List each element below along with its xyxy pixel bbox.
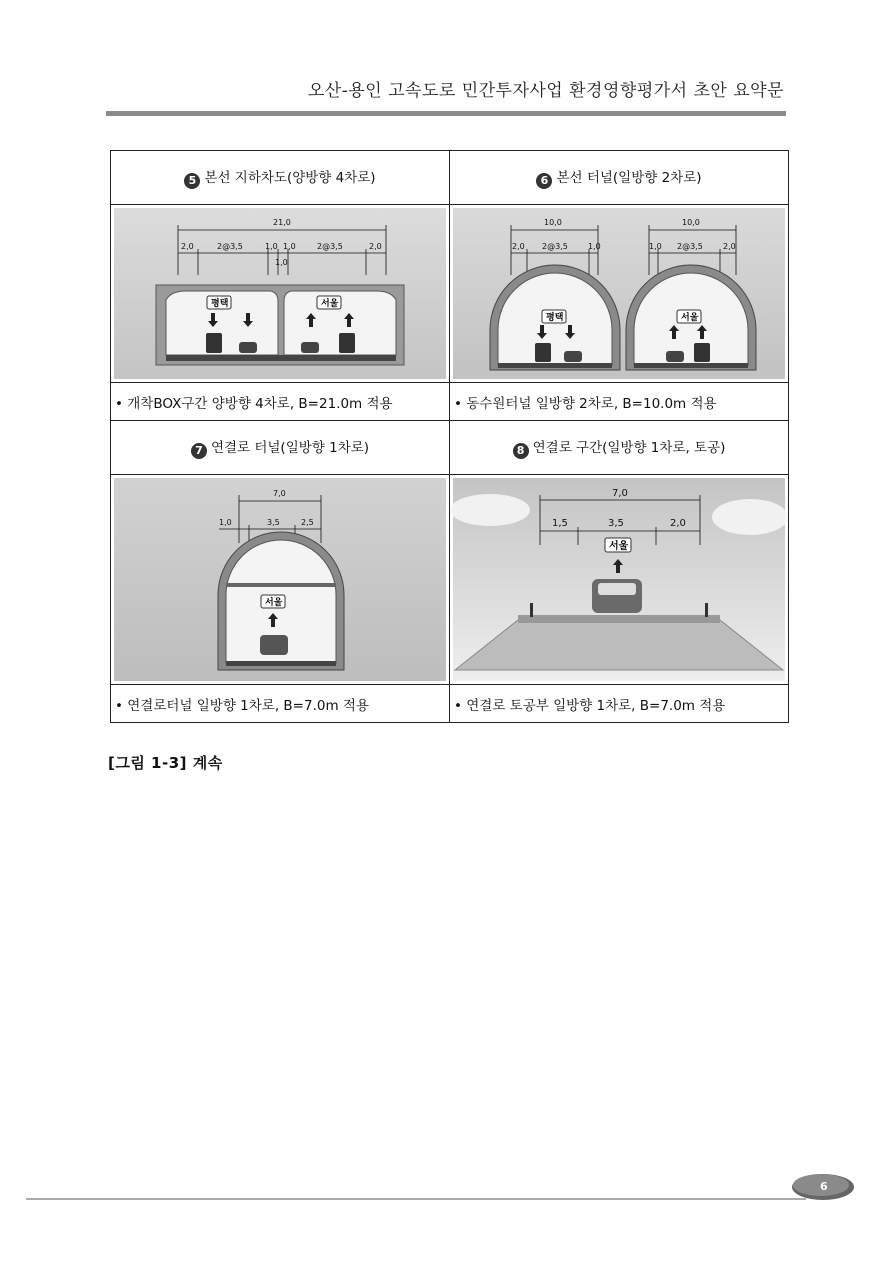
figure-6-title: 본선 터널(일방향 2차로) — [556, 170, 702, 186]
figure-table — [110, 150, 789, 723]
dim-right-total: 10,0 — [682, 218, 700, 227]
dim-a: 1,0 — [219, 518, 232, 527]
dim-b: 3,5 — [608, 518, 624, 529]
dim-b: 3,5 — [267, 518, 280, 527]
dim-a: 1,5 — [552, 518, 568, 529]
main-line-tunnel-diagram — [450, 205, 788, 382]
figure-5-title: 본선 지하차도(양방향 4차로) — [204, 170, 376, 186]
dim-left-total: 10,0 — [544, 218, 562, 227]
dim-l2: 2@3,5 — [542, 242, 568, 251]
sign-seoul: 서울 — [265, 598, 283, 608]
figure-6-note: • 동수원터널 일방향 2차로, B=10.0m 적용 — [450, 383, 789, 421]
figure-5-image-cell — [111, 205, 450, 383]
dim-f: 2,0 — [369, 242, 382, 251]
dim-g: 1,0 — [275, 258, 288, 267]
figure-7-title: 연결로 터널(일방향 1차로) — [210, 440, 370, 456]
dim-c: 1,0 — [265, 242, 278, 251]
dim-total: 7,0 — [273, 489, 286, 498]
dim-total: 21,0 — [273, 218, 291, 227]
figure-caption: [그림 1-3] 계속 — [108, 754, 223, 772]
page-number: 6 — [820, 1180, 828, 1193]
dim-c: 2,0 — [670, 518, 686, 529]
sign-seoul: 서울 — [681, 313, 699, 323]
ramp-earthwork-diagram — [450, 475, 788, 684]
figure-8-number-badge: 8 — [513, 443, 529, 459]
document-header-title: 오산-용인 고속도로 민간투자사업 환경영향평가서 초안 요약문 — [307, 81, 784, 101]
figure-7-title-cell — [111, 421, 450, 475]
figure-5-title-cell — [111, 151, 450, 205]
dim-d: 1,0 — [283, 242, 296, 251]
figure-5-number-badge: 5 — [184, 173, 200, 189]
figure-6-image-cell — [450, 205, 789, 383]
figure-5-note: • 개착BOX구간 양방향 4차로, B=21.0m 적용 — [111, 383, 450, 421]
sign-seoul: 서울 — [609, 541, 629, 552]
figure-8-image-cell — [450, 475, 789, 685]
figure-8-title: 연결로 구간(일방향 1차로, 토공) — [532, 440, 726, 456]
figure-8-title-cell — [450, 421, 789, 475]
sign-seoul: 서울 — [321, 299, 339, 309]
figure-6-number-badge: 6 — [536, 173, 552, 189]
dim-a: 2,0 — [181, 242, 194, 251]
dim-l1: 2,0 — [512, 242, 525, 251]
dim-r2: 2@3,5 — [677, 242, 703, 251]
page-number-badge — [790, 1172, 856, 1202]
underpass-box-section-diagram — [111, 205, 449, 382]
sign-pyeongtaek: 평택 — [546, 313, 564, 323]
sign-pyeongtaek: 평택 — [211, 299, 229, 309]
figure-8-note: • 연결로 토공부 일방향 1차로, B=7.0m 적용 — [450, 685, 789, 723]
dim-l3: 1,0 — [588, 242, 601, 251]
figure-7-image-cell — [111, 475, 450, 685]
dim-r3: 2,0 — [723, 242, 736, 251]
footer-rule — [26, 1198, 806, 1200]
dim-e: 2@3,5 — [317, 242, 343, 251]
ramp-tunnel-diagram — [111, 475, 449, 684]
figure-7-number-badge: 7 — [191, 443, 207, 459]
header-rule — [106, 111, 786, 116]
figure-7-note: • 연결로터널 일방향 1차로, B=7.0m 적용 — [111, 685, 450, 723]
dim-total: 7,0 — [612, 488, 628, 499]
dim-b: 2@3,5 — [217, 242, 243, 251]
dim-c: 2,5 — [301, 518, 314, 527]
figure-6-title-cell — [450, 151, 789, 205]
dim-r1: 1,0 — [649, 242, 662, 251]
